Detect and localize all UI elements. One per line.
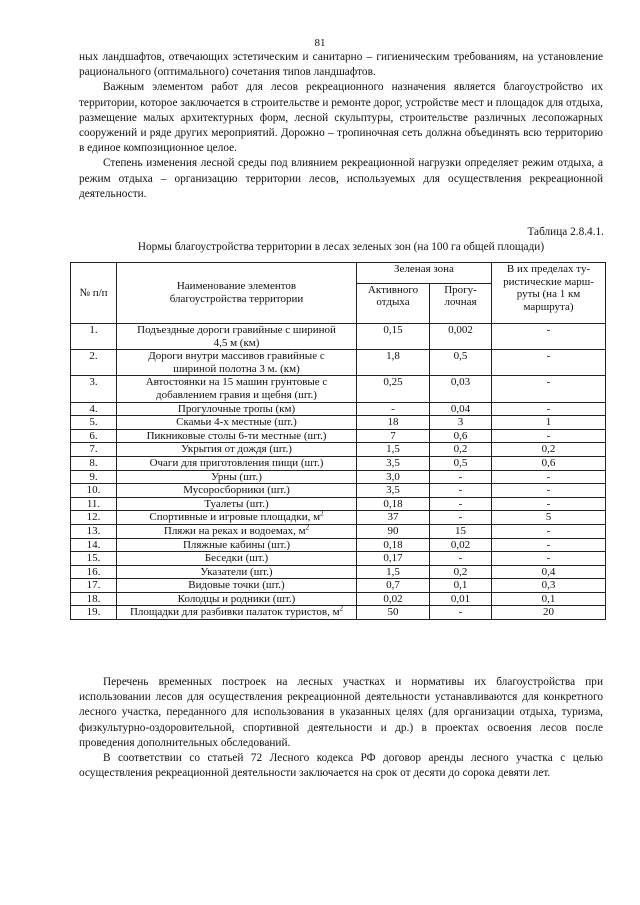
row-active-text: 1,5	[386, 443, 400, 456]
row-active-text: 3,5	[386, 456, 400, 469]
row-active-text: 1,5	[386, 565, 400, 578]
row-name-text: Пляжи на реках и водоемах, м	[163, 524, 306, 537]
row-walk-text: 3	[457, 416, 464, 429]
row-name-text: Укрытия от дождя (шт.)	[181, 443, 292, 456]
row-number	[71, 579, 117, 593]
row-name-text: Подъездные дороги гравийные с шириной 4,5 м (км)	[137, 324, 336, 349]
row-number	[71, 484, 117, 498]
row-routes	[492, 606, 606, 620]
table-row	[71, 429, 606, 443]
row-walk	[430, 524, 492, 538]
row-name	[117, 565, 357, 579]
table-row	[71, 470, 606, 484]
header-routes: В их пределах ту-ристические марш-руты (на 1 км маршрута)	[492, 263, 606, 324]
table-row	[71, 592, 606, 606]
table-row	[71, 511, 606, 525]
row-active	[357, 538, 430, 552]
row-routes-text: 5	[545, 511, 552, 524]
row-number	[71, 429, 117, 443]
row-active	[357, 497, 430, 511]
row-number-text: 2.	[89, 350, 98, 363]
row-number-text: 3.	[89, 376, 98, 389]
row-routes-text: 0,2	[541, 443, 556, 456]
row-routes	[492, 511, 606, 525]
row-walk	[430, 592, 492, 606]
row-name-text: Пикниковые столы 6-ти местные (шт.)	[146, 429, 327, 442]
row-active-text: 0,18	[383, 497, 403, 510]
row-name-text: Туалеты (шт.)	[204, 497, 269, 510]
row-active-text: 0,15	[383, 324, 403, 336]
row-routes	[492, 443, 606, 457]
table-row	[71, 376, 606, 402]
row-active	[357, 511, 430, 525]
row-routes	[492, 552, 606, 566]
row-number-text: 6.	[89, 429, 98, 442]
row-active-text: 1,8	[386, 350, 400, 363]
row-walk-text: 0,2	[453, 443, 468, 456]
row-walk-text: -	[458, 511, 463, 524]
row-walk-text: -	[458, 484, 463, 497]
row-walk-text: 0,6	[453, 429, 468, 442]
row-name-text: Видовые точки (шт.)	[188, 579, 285, 592]
table-row	[71, 402, 606, 416]
row-active-text: 0,18	[383, 538, 403, 551]
row-number	[71, 456, 117, 470]
row-active-text: 3,0	[386, 470, 400, 483]
table-row	[71, 552, 606, 566]
row-active	[357, 376, 430, 402]
row-active-text: 0,25	[383, 376, 403, 389]
row-active	[357, 592, 430, 606]
row-walk	[430, 416, 492, 430]
row-number-text: 9.	[89, 470, 98, 483]
row-routes	[492, 350, 606, 376]
row-walk	[430, 402, 492, 416]
row-active-text: -	[391, 402, 395, 415]
table-row	[71, 579, 606, 593]
row-routes	[492, 416, 606, 430]
row-walk	[430, 456, 492, 470]
row-walk-text: 0,01	[450, 592, 471, 605]
row-name	[117, 416, 357, 430]
table-row	[71, 416, 606, 430]
row-active	[357, 484, 430, 498]
row-name-text: Скамьи 4-х местные (шт.)	[176, 416, 297, 429]
row-name-text: Указатели (шт.)	[200, 565, 273, 578]
row-walk-text: -	[458, 497, 463, 510]
outro-paragraph-2: В соответствии со статьей 72 Лесного кодекса РФ договор аренды лесного участка с целью осуществления рекреационной деятельности заключается на срок от десяти до сорока девяти лет.	[79, 752, 603, 780]
row-active	[357, 579, 430, 593]
row-name	[117, 511, 357, 525]
intro-paragraph-1: ных ландшафтов, отвечающих эстетическим и санитарно – гигиеническим требованиям, на установление рационального (оптимального) сочетания типов ландшафтов.	[79, 51, 603, 79]
row-routes-text: -	[546, 484, 551, 497]
row-number	[71, 565, 117, 579]
row-routes-text: -	[546, 524, 551, 537]
table-row	[71, 443, 606, 457]
row-walk	[430, 484, 492, 498]
row-walk-text: 0,03	[450, 376, 471, 389]
row-active	[357, 565, 430, 579]
row-number	[71, 552, 117, 566]
row-number-text: 15.	[86, 552, 101, 565]
row-walk-text: 0,2	[453, 565, 468, 578]
row-active	[357, 552, 430, 566]
row-name	[117, 429, 357, 443]
row-routes-text: -	[546, 538, 551, 551]
row-active-text: 0,7	[386, 579, 400, 592]
row-name	[117, 470, 357, 484]
row-number-text: 14.	[86, 538, 101, 551]
row-routes-text: -	[546, 402, 551, 415]
row-number-text: 7.	[89, 443, 98, 456]
header-active: Активного отдыха	[357, 283, 430, 323]
row-number	[71, 443, 117, 457]
row-name	[117, 456, 357, 470]
row-active-text: 50	[387, 606, 399, 619]
table-row	[71, 524, 606, 538]
row-walk	[430, 429, 492, 443]
row-walk	[430, 552, 492, 566]
row-name-text: Автостоянки на 15 машин грунтовые с добавлением гравия и щебня (шт.)	[145, 376, 328, 401]
row-number-text: 13.	[86, 524, 101, 537]
row-number	[71, 470, 117, 484]
row-active	[357, 402, 430, 416]
intro-paragraph-3: Степень изменения лесной среды под влиянием рекреационной нагрузки определяет режим отдыха, а режим отдыха – организацию территории лесов, используемых для осуществления рекреационной деятельности.	[79, 157, 603, 200]
table-row	[71, 497, 606, 511]
row-name-text: Прогулочные тропы (км)	[177, 402, 296, 415]
table-row	[71, 456, 606, 470]
row-active	[357, 606, 430, 620]
header-name: Наименование элементов благоустройства территории	[117, 263, 357, 324]
header-green-zone: Зеленая зона	[357, 263, 492, 284]
table-row	[71, 324, 606, 350]
row-routes-text: -	[546, 552, 551, 565]
row-active-text: 18	[387, 416, 399, 429]
row-number-text: 12.	[86, 511, 101, 524]
row-name	[117, 443, 357, 457]
row-walk-text: 0,5	[453, 350, 468, 363]
row-name-text: Очаги для приготовления пищи (шт.)	[149, 456, 324, 469]
row-walk	[430, 511, 492, 525]
row-walk-text: -	[458, 606, 463, 619]
row-routes	[492, 538, 606, 552]
row-routes-text: 0,1	[541, 592, 556, 605]
row-number-text: 1.	[89, 324, 98, 336]
row-walk	[430, 376, 492, 402]
header-walk: Прогу-лочная	[430, 283, 492, 323]
row-number	[71, 402, 117, 416]
row-number-text: 19.	[86, 606, 101, 619]
row-walk	[430, 443, 492, 457]
row-name	[117, 402, 357, 416]
row-active	[357, 470, 430, 484]
row-routes	[492, 324, 606, 350]
row-routes-text: 1	[545, 416, 552, 429]
row-name-text: Беседки (шт.)	[204, 552, 269, 565]
table-row	[71, 484, 606, 498]
row-name	[117, 606, 357, 620]
unit-superscript: 2	[339, 604, 344, 613]
row-number-text: 10.	[86, 484, 101, 497]
row-number-text: 5.	[89, 416, 98, 429]
row-routes-text: 0,6	[541, 456, 556, 469]
outro-paragraph-1: Перечень временных построек на лесных участках и нормативы их благоустройства при использовании лесов для осуществления рекреационной деятельности устанавливаются для конкретного лесного участка, переданного для использования в указанных целях (для организации отдыха, туризма, физкультурно-оздоровительной, спортивной деятельности и др.) в проектах освоения лесов после проведения дополнительных обследований.	[79, 676, 603, 749]
row-routes-text: -	[546, 470, 551, 483]
row-name-text: Площадки для разбивки палаток туристов, м	[129, 606, 340, 619]
row-active	[357, 324, 430, 350]
row-walk-text: 0,1	[453, 579, 468, 592]
row-number	[71, 416, 117, 430]
row-routes-text: 0,3	[541, 579, 556, 592]
row-active	[357, 443, 430, 457]
row-active-text: 0,17	[383, 552, 403, 565]
row-walk	[430, 497, 492, 511]
row-routes	[492, 497, 606, 511]
row-name	[117, 592, 357, 606]
row-routes	[492, 484, 606, 498]
row-routes	[492, 592, 606, 606]
row-routes	[492, 456, 606, 470]
table-row	[71, 606, 606, 620]
row-name	[117, 538, 357, 552]
row-number	[71, 497, 117, 511]
row-routes-text: 0,4	[541, 565, 556, 578]
page-number: 81	[314, 37, 326, 49]
row-name	[117, 484, 357, 498]
row-walk	[430, 538, 492, 552]
row-routes-text: -	[546, 324, 551, 336]
row-number	[71, 350, 117, 376]
row-active	[357, 350, 430, 376]
row-routes	[492, 579, 606, 593]
row-name-text: Пляжные кабины (шт.)	[182, 538, 291, 551]
row-number-text: 11.	[86, 497, 101, 510]
row-walk	[430, 324, 492, 350]
row-number-text: 4.	[89, 402, 98, 415]
row-active	[357, 429, 430, 443]
row-routes	[492, 470, 606, 484]
row-name-text: Дороги внутри массивов гравийные с шириной полотна 3 м. (км)	[148, 350, 325, 375]
row-walk-text: -	[458, 470, 463, 483]
row-number	[71, 324, 117, 350]
row-number	[71, 376, 117, 402]
row-number-text: 8.	[89, 456, 98, 469]
row-routes-text: -	[546, 429, 551, 442]
row-name	[117, 324, 357, 350]
row-number	[71, 606, 117, 620]
row-active-text: 90	[387, 524, 399, 537]
row-walk-text: 0,002	[448, 324, 473, 336]
row-active	[357, 416, 430, 430]
row-active	[357, 524, 430, 538]
unit-superscript: 2	[305, 523, 310, 532]
header-num: № п/п	[71, 263, 117, 324]
row-walk-text: 0,02	[450, 538, 471, 551]
row-name-text: Колодцы и родники (шт.)	[177, 592, 296, 605]
row-number-text: 18.	[86, 592, 101, 605]
row-active-text: 37	[387, 511, 399, 524]
row-routes	[492, 376, 606, 402]
row-routes	[492, 524, 606, 538]
row-routes-text: -	[546, 497, 551, 510]
row-walk-text: 15	[455, 524, 466, 537]
table-number: Таблица 2.8.4.1.	[527, 226, 604, 238]
row-name-text: Спортивные и игровые площадки, м	[149, 511, 321, 524]
row-active	[357, 456, 430, 470]
row-active-text: 0,02	[383, 592, 403, 605]
row-name-text: Урны (шт.)	[211, 470, 262, 483]
row-active-text: 7	[390, 429, 396, 442]
row-name	[117, 552, 357, 566]
row-walk	[430, 350, 492, 376]
row-routes-text: 20	[543, 606, 554, 619]
row-routes	[492, 565, 606, 579]
row-walk	[430, 470, 492, 484]
row-name	[117, 350, 357, 376]
table-body	[71, 324, 606, 620]
row-walk-text: 0,04	[450, 402, 471, 415]
row-routes-text: -	[546, 350, 551, 363]
outro-text	[79, 675, 603, 781]
row-active-text: 3,5	[386, 484, 400, 497]
row-routes-text: -	[546, 376, 551, 389]
row-number	[71, 511, 117, 525]
row-routes	[492, 429, 606, 443]
table-row	[71, 565, 606, 579]
row-walk-text: -	[458, 552, 463, 565]
row-routes	[492, 402, 606, 416]
row-walk	[430, 606, 492, 620]
row-number	[71, 538, 117, 552]
row-walk	[430, 565, 492, 579]
table-title: Нормы благоустройства территории в лесах зеленых зон (на 100 га общей площади)	[137, 241, 545, 253]
row-name	[117, 524, 357, 538]
row-number	[71, 592, 117, 606]
row-walk-text: 0,5	[453, 456, 468, 469]
row-walk	[430, 579, 492, 593]
row-number	[71, 524, 117, 538]
intro-paragraph-2: Важным элементом работ для лесов рекреационного назначения является благоустройство их территории, которое заключается в строительстве и ремонте дорог, устройстве мест и площадок для отдыха, размещение малых архитектурных форм, лесной скульптуры, строительстве различных лесопожарных сооружений и ряде других мероприятий. Дорожно – тропиночная сеть должна объединять всю территорию в единое композиционное целое.	[79, 81, 603, 155]
row-number-text: 17.	[86, 579, 101, 592]
row-name	[117, 579, 357, 593]
unit-superscript: 2	[320, 509, 324, 518]
row-name	[117, 376, 357, 402]
table-row	[71, 350, 606, 376]
table-row	[71, 538, 606, 552]
row-name-text: Мусоросборники (шт.)	[183, 484, 290, 497]
row-number-text: 16.	[86, 565, 101, 578]
norms-table	[70, 262, 606, 620]
intro-text	[79, 50, 603, 202]
